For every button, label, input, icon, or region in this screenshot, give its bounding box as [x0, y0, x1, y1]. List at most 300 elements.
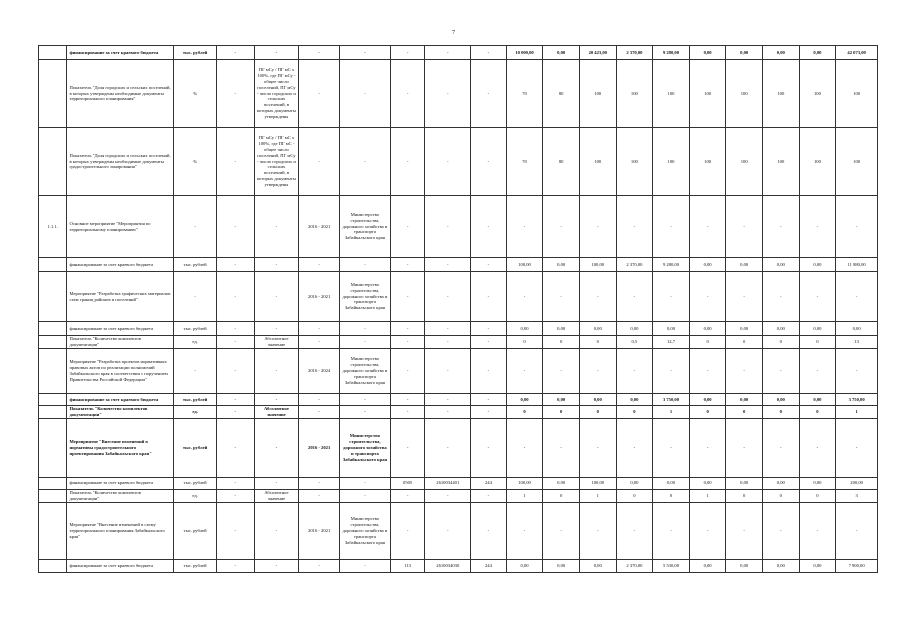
- table-cell: 0,00: [763, 46, 800, 60]
- table-cell: 0,00: [763, 258, 800, 272]
- table-cell: Министерство строительства, дорожного хозяйства и транспорта Забайкальского края: [339, 196, 390, 258]
- table-cell: -: [425, 502, 471, 559]
- table-cell: 0: [616, 489, 653, 502]
- table-cell: [39, 258, 67, 272]
- table-cell: 100: [653, 60, 690, 128]
- table-cell: Мероприятие "Разработка графических материалов схем границ районов и поселений": [67, 272, 174, 322]
- table-cell: Мероприятие "Разработка проектов нормативных правовых актов по реализации полномочий Забайкальского края в соответствии с поручением Правительства Российской Федерации": [67, 349, 174, 394]
- table-cell: 0,00: [689, 258, 726, 272]
- table-cell: -: [216, 322, 254, 336]
- table-cell: -: [425, 128, 471, 196]
- table-cell: -: [425, 406, 471, 419]
- table-cell: -: [390, 60, 425, 128]
- table-cell: -: [543, 196, 580, 258]
- table-cell: -: [390, 258, 425, 272]
- table-cell: 2 370,00: [616, 258, 653, 272]
- table-cell: тыс. рублей: [174, 502, 217, 559]
- table-cell: -: [339, 406, 390, 419]
- table-cell: -: [390, 394, 425, 406]
- table-cell: 0,00: [616, 394, 653, 406]
- table-row: [39, 336, 878, 349]
- table-cell: 70: [506, 128, 543, 196]
- table-cell: [39, 322, 67, 336]
- table-cell: 80: [543, 128, 580, 196]
- table-cell: 0: [799, 489, 836, 502]
- table-cell: 1: [653, 406, 690, 419]
- table-cell: -: [506, 272, 543, 322]
- table-cell: [39, 60, 67, 128]
- table-cell: -: [216, 336, 254, 349]
- table-cell: -: [299, 46, 340, 60]
- table-cell: 0,00: [726, 322, 763, 336]
- table-cell: -: [506, 418, 543, 477]
- table-cell: финансирование за счет краевого бюджета: [67, 394, 174, 406]
- table-cell: -: [216, 196, 254, 258]
- table-cell: Основное мероприятие "Мероприятия по территориальному планированию": [67, 196, 174, 258]
- table-cell: -: [799, 272, 836, 322]
- table-cell: [39, 336, 67, 349]
- table-cell: -: [299, 489, 340, 502]
- table-cell: 0: [799, 336, 836, 349]
- table-cell: -: [299, 336, 340, 349]
- table-cell: 100: [579, 128, 616, 196]
- table-cell: 42 073,00: [836, 46, 878, 60]
- table-cell: -: [543, 418, 580, 477]
- table-cell: Министерство строительства, дорожного хозяйства и транспорта Забайкальского края: [339, 502, 390, 559]
- table-cell: тыс. рублей: [174, 559, 217, 572]
- table-cell: Показатель "Количество комплектов документации": [67, 489, 174, 502]
- table-cell: -: [216, 559, 254, 572]
- table-cell: 0: [616, 406, 653, 419]
- table-cell: 0,5: [616, 336, 653, 349]
- table-cell: 1: [689, 489, 726, 502]
- table-cell: 0,00: [726, 46, 763, 60]
- table-cell: 0,00: [726, 559, 763, 572]
- table-cell: 3 750,00: [653, 394, 690, 406]
- table-cell: -: [216, 128, 254, 196]
- table-cell: 7 900,00: [836, 559, 878, 572]
- table-cell: Показатель "Количество комплектов документации": [67, 406, 174, 419]
- table-cell: -: [425, 196, 471, 258]
- table-row: [39, 196, 878, 258]
- table-cell: Показатель "Количество комплектов документации": [67, 336, 174, 349]
- table-cell: 0,00: [543, 394, 580, 406]
- table-cell: -: [763, 349, 800, 394]
- table-cell: -: [216, 46, 254, 60]
- table-cell: -: [763, 418, 800, 477]
- table-cell: Показатель "Доля городских и сельских поселений, в которых утверждены необходимые документы территориального планирования": [67, 60, 174, 128]
- table-cell: 244: [471, 477, 507, 489]
- table-cell: тыс. рублей: [174, 258, 217, 272]
- table-cell: 0: [689, 406, 726, 419]
- program-table: [38, 45, 878, 573]
- table-cell: 100,00: [506, 477, 543, 489]
- table-cell: 0: [543, 406, 580, 419]
- table-row: [39, 406, 878, 419]
- table-cell: -: [471, 489, 507, 502]
- table-cell: 100: [579, 60, 616, 128]
- table-cell: -: [339, 394, 390, 406]
- table-cell: -: [339, 322, 390, 336]
- table-cell: -: [471, 322, 507, 336]
- table-cell: Министерство строительства, дорожного хозяйства и транспорта Забайкальского края: [339, 418, 390, 477]
- table-cell: -: [299, 559, 340, 572]
- table-cell: [39, 349, 67, 394]
- table-cell: Показатель "Доля городских и сельских поселений, в которых утверждены необходимые документы градостроительного зонирования": [67, 128, 174, 196]
- table-cell: 100,00: [506, 258, 543, 272]
- table-cell: 0,00: [689, 46, 726, 60]
- table-cell: 100,00: [579, 258, 616, 272]
- table-cell: -: [390, 272, 425, 322]
- table-cell: 0: [726, 406, 763, 419]
- table-cell: -: [254, 196, 299, 258]
- page-number: 7: [452, 30, 455, 36]
- table-cell: финансирование за счет краевого бюджета: [67, 258, 174, 272]
- table-cell: 100: [836, 128, 878, 196]
- table-row: [39, 394, 878, 406]
- table-cell: 113: [390, 559, 425, 572]
- table-cell: 13: [836, 336, 878, 349]
- table-cell: финансирование за счет краевого бюджета: [67, 559, 174, 572]
- table-cell: ед.: [174, 406, 217, 419]
- table-cell: -: [254, 46, 299, 60]
- table-cell: 100: [799, 60, 836, 128]
- table-cell: -: [425, 349, 471, 394]
- table-cell: -: [339, 258, 390, 272]
- table-cell: -: [836, 272, 878, 322]
- table-cell: -: [174, 272, 217, 322]
- table-cell: -: [390, 128, 425, 196]
- table-cell: 100: [653, 128, 690, 196]
- table-cell: ПГ мСу / ПГ мС х 100%, где ПГ мС - общее число поселений, ПГ мСу - число городских и сельских поселений, в которых документы утверждены: [254, 128, 299, 196]
- table-cell: -: [390, 418, 425, 477]
- table-cell: -: [216, 272, 254, 322]
- table-cell: 0,00: [543, 258, 580, 272]
- table-cell: -: [543, 502, 580, 559]
- table-row: [39, 322, 878, 336]
- table-cell: 1: [579, 489, 616, 502]
- table-cell: 9 280,00: [653, 258, 690, 272]
- table-cell: 0,00: [543, 322, 580, 336]
- table-cell: 0,00: [506, 322, 543, 336]
- table-cell: 0,00: [616, 477, 653, 489]
- table-cell: 0: [653, 489, 690, 502]
- table-cell: -: [216, 394, 254, 406]
- table-cell: -: [506, 502, 543, 559]
- table-cell: 11 880,00: [836, 258, 878, 272]
- table-cell: -: [616, 196, 653, 258]
- table-cell: -: [299, 60, 340, 128]
- table-cell: -: [763, 196, 800, 258]
- table-cell: -: [390, 406, 425, 419]
- table-cell: 0: [763, 489, 800, 502]
- table-cell: 0505: [390, 477, 425, 489]
- table-cell: 0,00: [799, 258, 836, 272]
- table-row: [39, 128, 878, 196]
- table-cell: тыс. рублей: [174, 322, 217, 336]
- table-cell: 0,00: [726, 258, 763, 272]
- table-cell: -: [425, 418, 471, 477]
- table-cell: 0: [506, 406, 543, 419]
- table-cell: 100: [763, 60, 800, 128]
- table-cell: 0: [763, 406, 800, 419]
- table-cell: -: [216, 502, 254, 559]
- table-cell: -: [425, 46, 471, 60]
- table-cell: -: [763, 272, 800, 322]
- table-cell: -: [254, 502, 299, 559]
- table-cell: ПГ мСу / ПГ мС х 100%, где ПГ мСу - общее число поселений, ПГ мСу - число городских и сельских поселений, в которых документы утверждены: [254, 60, 299, 128]
- table-cell: 100: [689, 60, 726, 128]
- table-cell: -: [425, 60, 471, 128]
- table-cell: -: [689, 349, 726, 394]
- table-cell: 70: [506, 60, 543, 128]
- table-cell: -: [339, 60, 390, 128]
- table-cell: 100: [726, 128, 763, 196]
- table-cell: 0: [506, 336, 543, 349]
- table-row: [39, 258, 878, 272]
- table-cell: 20 423,00: [579, 46, 616, 60]
- table-cell: 2016 - 2021: [299, 196, 340, 258]
- table-cell: Абсолютное значение: [254, 489, 299, 502]
- table-cell: -: [471, 60, 507, 128]
- table-cell: 0: [763, 336, 800, 349]
- table-cell: -: [689, 196, 726, 258]
- table-cell: -: [254, 418, 299, 477]
- table-cell: 0,00: [579, 394, 616, 406]
- table-cell: -: [579, 272, 616, 322]
- table-cell: -: [425, 258, 471, 272]
- table-cell: 0: [543, 489, 580, 502]
- table-cell: %: [174, 60, 217, 128]
- table-row: [39, 477, 878, 489]
- table-cell: -: [216, 489, 254, 502]
- table-cell: 2 370,00: [616, 46, 653, 60]
- table-cell: -: [836, 502, 878, 559]
- table-cell: 2016 - 2021: [299, 272, 340, 322]
- table-cell: -: [254, 322, 299, 336]
- table-cell: -: [425, 272, 471, 322]
- table-cell: -: [254, 477, 299, 489]
- table-cell: %: [174, 128, 217, 196]
- table-cell: -: [689, 502, 726, 559]
- table-cell: 100: [689, 128, 726, 196]
- table-cell: 0,00: [506, 394, 543, 406]
- table-cell: 0: [726, 489, 763, 502]
- table-row: [39, 60, 878, 128]
- table-cell: -: [299, 322, 340, 336]
- table-cell: -: [390, 46, 425, 60]
- table-cell: 0,00: [799, 559, 836, 572]
- table-cell: Абсолютное значение: [254, 336, 299, 349]
- table-cell: -: [216, 60, 254, 128]
- table-cell: -: [653, 272, 690, 322]
- table-cell: 0,00: [543, 46, 580, 60]
- table-cell: 100: [726, 60, 763, 128]
- table-cell: 0,00: [836, 322, 878, 336]
- table-cell: 2016 - 2024: [299, 349, 340, 394]
- table-cell: -: [390, 336, 425, 349]
- table-cell: [39, 477, 67, 489]
- table-cell: Абсолютное значение: [254, 406, 299, 419]
- table-cell: -: [471, 336, 507, 349]
- table-cell: [39, 128, 67, 196]
- table-cell: 0,00: [689, 559, 726, 572]
- table-cell: -: [726, 502, 763, 559]
- table-cell: Мероприятие "Внесение изменений в нормативы градостроительного проектирования Забайкальского края": [67, 418, 174, 477]
- table-cell: -: [471, 418, 507, 477]
- table-cell: -: [763, 502, 800, 559]
- table-cell: -: [390, 502, 425, 559]
- table-cell: -: [339, 46, 390, 60]
- table-cell: 100: [799, 128, 836, 196]
- table-cell: 100,00: [579, 477, 616, 489]
- table-cell: 3 750,00: [836, 394, 878, 406]
- table-cell: 2610034030: [425, 559, 471, 572]
- table-cell: 0,00: [799, 46, 836, 60]
- table-cell: -: [471, 196, 507, 258]
- table-cell: -: [799, 196, 836, 258]
- table-cell: -: [543, 272, 580, 322]
- table-row: [39, 502, 878, 559]
- table-cell: -: [543, 349, 580, 394]
- table-cell: 0,00: [616, 322, 653, 336]
- table-cell: 1: [506, 489, 543, 502]
- table-cell: -: [506, 349, 543, 394]
- table-cell: -: [506, 196, 543, 258]
- table-cell: 0,00: [579, 559, 616, 572]
- table-cell: 1.1.1.: [39, 196, 67, 258]
- table-cell: 0,00: [653, 477, 690, 489]
- table-row: [39, 46, 878, 60]
- table-cell: -: [616, 349, 653, 394]
- table-cell: -: [390, 489, 425, 502]
- table-cell: [39, 394, 67, 406]
- table-row: [39, 559, 878, 572]
- table-cell: 100: [836, 60, 878, 128]
- table-cell: 0,00: [543, 477, 580, 489]
- table-cell: -: [579, 418, 616, 477]
- table-cell: 0: [579, 336, 616, 349]
- table-cell: [39, 559, 67, 572]
- table-cell: 0,00: [689, 477, 726, 489]
- table-cell: -: [299, 258, 340, 272]
- table-cell: -: [254, 394, 299, 406]
- table-cell: -: [616, 272, 653, 322]
- table-cell: [39, 418, 67, 477]
- table-cell: -: [216, 418, 254, 477]
- table-cell: -: [579, 196, 616, 258]
- table-cell: -: [216, 258, 254, 272]
- table-cell: тыс. рублей: [174, 477, 217, 489]
- table-cell: тыс. рублей: [174, 394, 217, 406]
- table-cell: Министерство строительства, дорожного хозяйства и транспорта Забайкальского края: [339, 272, 390, 322]
- table-row: [39, 489, 878, 502]
- table-cell: 2610034401: [425, 477, 471, 489]
- table-cell: 100: [616, 128, 653, 196]
- table-cell: -: [689, 418, 726, 477]
- table-cell: -: [254, 349, 299, 394]
- table-cell: 3: [836, 489, 878, 502]
- table-cell: тыс. рублей: [174, 418, 217, 477]
- table-cell: финансирование за счет краевого бюджета: [67, 477, 174, 489]
- table-cell: -: [425, 489, 471, 502]
- table-cell: 0,00: [763, 322, 800, 336]
- table-cell: 2016 - 2021: [299, 418, 340, 477]
- table-cell: -: [299, 477, 340, 489]
- table-cell: -: [799, 502, 836, 559]
- table-cell: 2016 - 2021: [299, 502, 340, 559]
- table-cell: -: [216, 406, 254, 419]
- table-cell: 244: [471, 559, 507, 572]
- table-cell: 200,00: [836, 477, 878, 489]
- table-cell: 0,00: [543, 559, 580, 572]
- table-row: [39, 349, 878, 394]
- table-cell: -: [339, 477, 390, 489]
- table-cell: -: [471, 128, 507, 196]
- table-cell: 10 000,00: [506, 46, 543, 60]
- table-cell: -: [425, 336, 471, 349]
- table-cell: [39, 489, 67, 502]
- table-cell: 0,00: [726, 477, 763, 489]
- table-cell: [39, 502, 67, 559]
- table-cell: -: [471, 394, 507, 406]
- table-cell: -: [616, 502, 653, 559]
- table-cell: ед.: [174, 489, 217, 502]
- table-cell: 0,00: [799, 477, 836, 489]
- table-cell: -: [653, 196, 690, 258]
- table-cell: [39, 46, 67, 60]
- table-cell: -: [216, 477, 254, 489]
- table-cell: 0,00: [763, 394, 800, 406]
- table-cell: [39, 272, 67, 322]
- table-cell: -: [653, 502, 690, 559]
- table-cell: 0,00: [799, 394, 836, 406]
- table-cell: 2 370,00: [616, 559, 653, 572]
- table-cell: -: [471, 258, 507, 272]
- table-cell: -: [254, 272, 299, 322]
- table-cell: -: [799, 418, 836, 477]
- table-cell: -: [425, 322, 471, 336]
- table-cell: -: [836, 349, 878, 394]
- table-row: [39, 418, 878, 477]
- table-cell: Мероприятие "Внесение изменений в схему территориального планирования Забайкальского края": [67, 502, 174, 559]
- table-cell: 0: [799, 406, 836, 419]
- table-cell: 0,00: [653, 322, 690, 336]
- table-cell: -: [653, 418, 690, 477]
- table-cell: -: [471, 272, 507, 322]
- table-cell: 9 280,00: [653, 46, 690, 60]
- table-cell: -: [836, 418, 878, 477]
- table-cell: -: [339, 336, 390, 349]
- table-cell: -: [339, 489, 390, 502]
- table-cell: 12,7: [653, 336, 690, 349]
- table-cell: -: [299, 128, 340, 196]
- table-cell: 0,00: [579, 322, 616, 336]
- table-cell: -: [726, 349, 763, 394]
- table-cell: финансирование за счет краевого бюджета: [67, 46, 174, 60]
- table-cell: 5 530,00: [653, 559, 690, 572]
- table-cell: -: [390, 322, 425, 336]
- table-cell: ед.: [174, 336, 217, 349]
- table-cell: [39, 406, 67, 419]
- table-cell: -: [689, 272, 726, 322]
- table-cell: -: [174, 196, 217, 258]
- table-cell: -: [390, 196, 425, 258]
- table-cell: -: [836, 196, 878, 258]
- table-cell: финансирование за счет краевого бюджета: [67, 322, 174, 336]
- table-cell: -: [726, 196, 763, 258]
- table-cell: -: [653, 349, 690, 394]
